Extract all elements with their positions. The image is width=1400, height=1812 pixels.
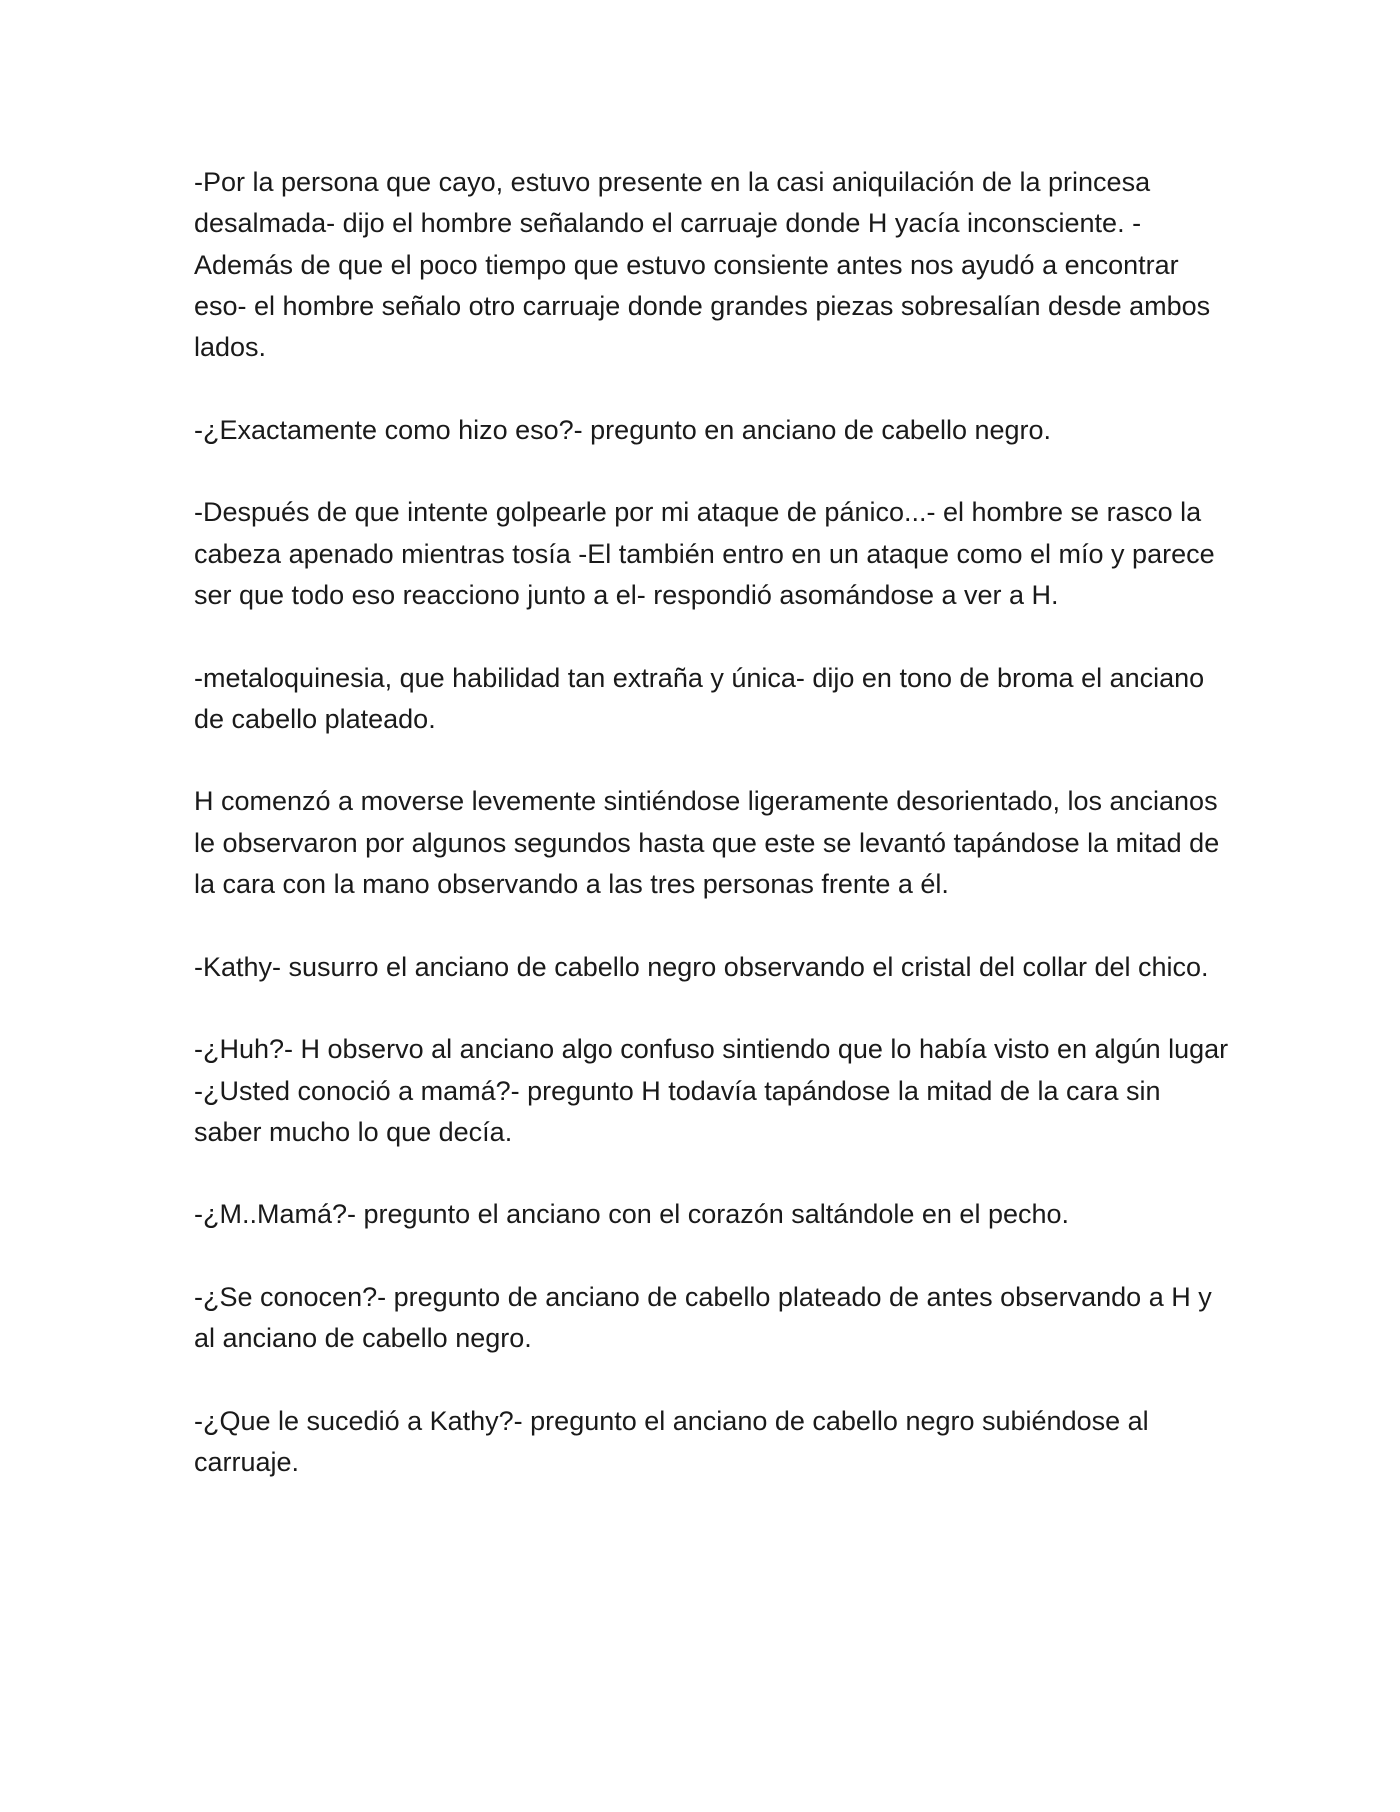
paragraph: -¿M..Mamá?- pregunto el anciano con el corazón saltándole en el pecho. <box>194 1199 1070 1230</box>
paragraph: -¿Se conocen?- pregunto de anciano de cabello plateado de antes observando a H y al anciano de cabello negro. <box>194 1282 1212 1354</box>
paragraph: H comenzó a moverse levemente sintiéndose ligeramente desorientado, los ancianos le observaron por algunos segundos hasta que este se levantó tapándose la mitad de la cara con la mano observando a las tres personas frente a él. <box>194 786 1220 900</box>
paragraph: -Por la persona que cayo, estuvo presente en la casi aniquilación de la princesa desalmada- dijo el hombre señalando el carruaje donde H yacía inconsciente. -Además de que el poco tiempo que estuvo consiente antes nos ayudó a encontrar eso- el hombre señalo otro carruaje donde grandes piezas sobresalían desde ambos lados. <box>194 167 1211 363</box>
paragraph: -¿Huh?- H observo al anciano algo confuso sintiendo que lo había visto en algún lugar -¿Usted conoció a mamá?- pregunto H todavía tapándose la mitad de la cara sin saber mucho lo que decía. <box>194 1034 1229 1147</box>
paragraph: -metaloquinesia, que habilidad tan extraña y única- dijo en tono de broma el anciano de cabello plateado. <box>194 662 1205 734</box>
paragraph: -¿Exactamente como hizo eso?- pregunto en anciano de cabello negro. <box>194 414 1052 445</box>
paragraph: -¿Que le sucedió a Kathy?- pregunto el anciano de cabello negro subiéndose al carruaje. <box>194 1405 1149 1478</box>
document-body <box>194 162 1234 1525</box>
paragraph: -Kathy- susurro el anciano de cabello negro observando el cristal del collar del chico. <box>194 951 1209 982</box>
paragraph: -Después de que intente golpearle por mi ataque de pánico...- el hombre se rasco la cabeza apenado mientras tosía -El también entro en un ataque como el mío y parece ser que todo eso reacciono junto a el- respondió asomándose a ver a H. <box>194 497 1215 610</box>
